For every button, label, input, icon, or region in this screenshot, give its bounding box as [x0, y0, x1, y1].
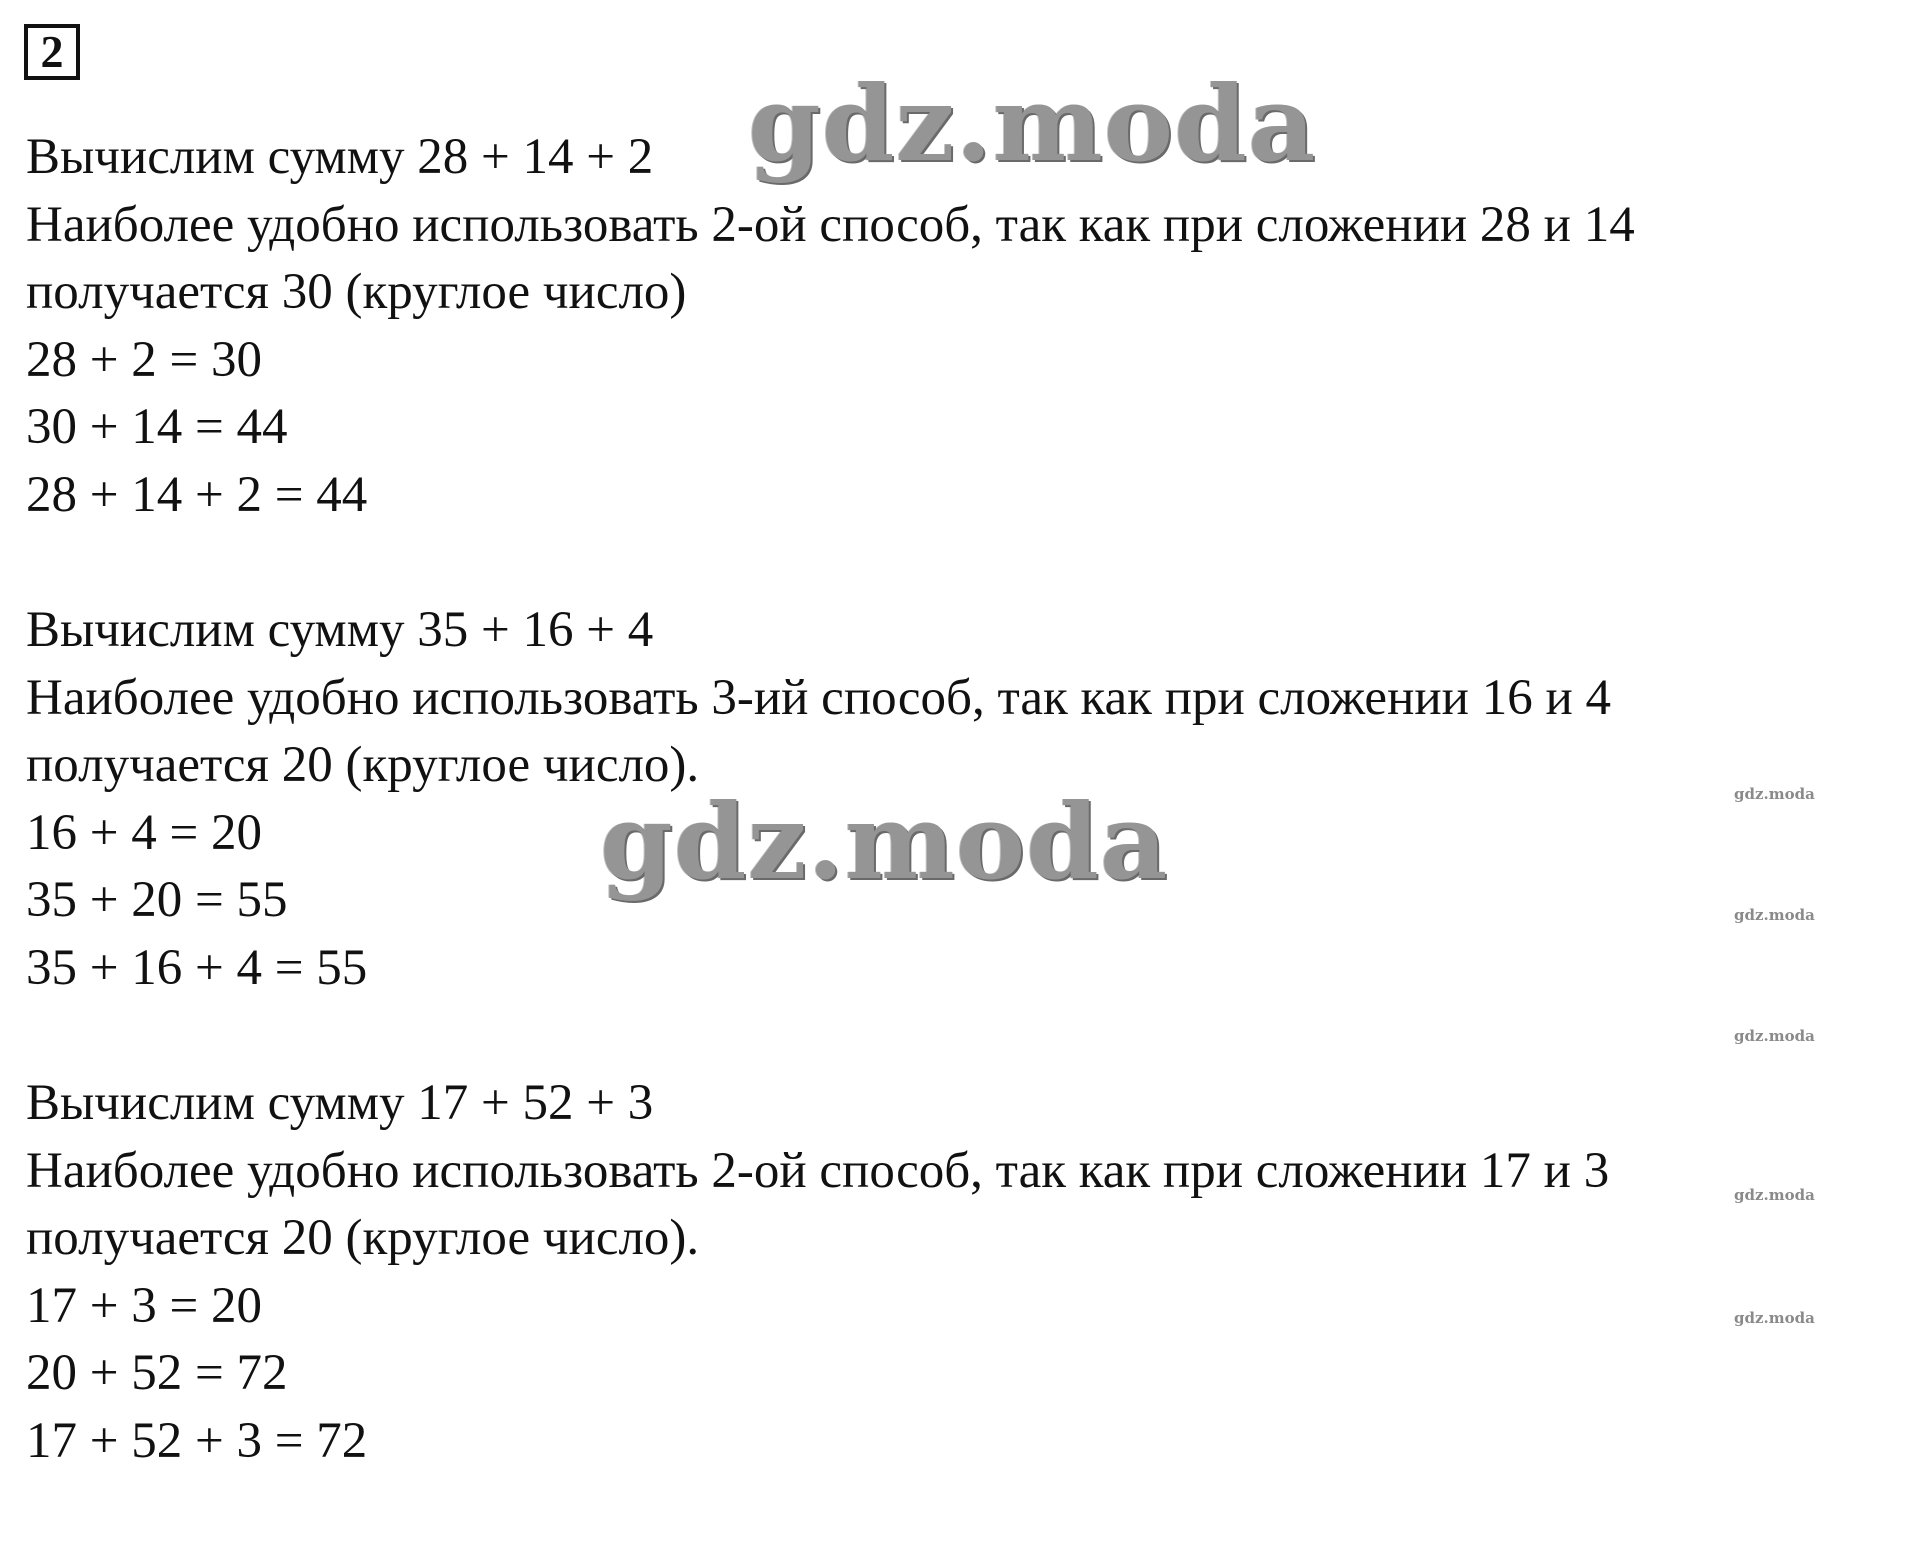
block-1-equation-2: 30 + 14 = 44 [26, 399, 288, 455]
block-2-equation-3: 35 + 16 + 4 = 55 [26, 939, 368, 996]
block-2-heading: Вычислим сумму 35 + 16 + 4 [26, 602, 654, 658]
block-2-explanation-line-1: Наиболее удобно использовать 3-ий способ, так как при сложении 16 и 4 [26, 669, 1611, 726]
watermark-top: gdz.moda [748, 62, 1317, 185]
block-3-equation-1: 17 + 3 = 20 [26, 1277, 263, 1334]
block-3-equation-2: 20 + 52 = 72 [26, 1345, 288, 1401]
solution-content [26, 124, 1886, 1543]
block-1-explanation-line-1: Наиболее удобно использовать 2-ой способ, так как при сложении 28 и 14 [26, 196, 1635, 253]
watermark-small-3: gdz.moda [1734, 1027, 1815, 1045]
task-number: 2 [40, 26, 64, 77]
solution-block-2 [26, 597, 1886, 1002]
block-2-equation-1: 16 + 4 = 20 [26, 804, 263, 861]
block-2-explanation-line-2: получается 20 (круглое число). [26, 737, 700, 793]
block-3-explanation-line-1: Наиболее удобно использовать 2-ой способ, так как при сложении 17 и 3 [26, 1142, 1610, 1199]
block-2-equation-2: 35 + 20 = 55 [26, 872, 288, 928]
task-number-box [24, 24, 80, 80]
block-3-heading: Вычислим сумму 17 + 52 + 3 [26, 1075, 654, 1131]
watermark-small-5: gdz.moda [1734, 1309, 1815, 1327]
watermark-small-4: gdz.moda [1734, 1186, 1815, 1204]
block-1-explanation-line-2: получается 30 (круглое число) [26, 264, 687, 320]
solution-block-1 [26, 124, 1886, 529]
block-1-heading: Вычислим сумму 28 + 14 + 2 [26, 129, 654, 185]
block-1-equation-3: 28 + 14 + 2 = 44 [26, 466, 368, 523]
watermark-small-1: gdz.moda [1734, 785, 1815, 803]
watermark-small-2: gdz.moda [1734, 906, 1815, 924]
watermark-middle: gdz.moda [600, 780, 1169, 903]
block-3-equation-3: 17 + 52 + 3 = 72 [26, 1412, 368, 1469]
solution-block-3 [26, 1070, 1886, 1475]
block-3-explanation-line-2: получается 20 (круглое число). [26, 1210, 700, 1266]
block-1-equation-1: 28 + 2 = 30 [26, 331, 263, 388]
